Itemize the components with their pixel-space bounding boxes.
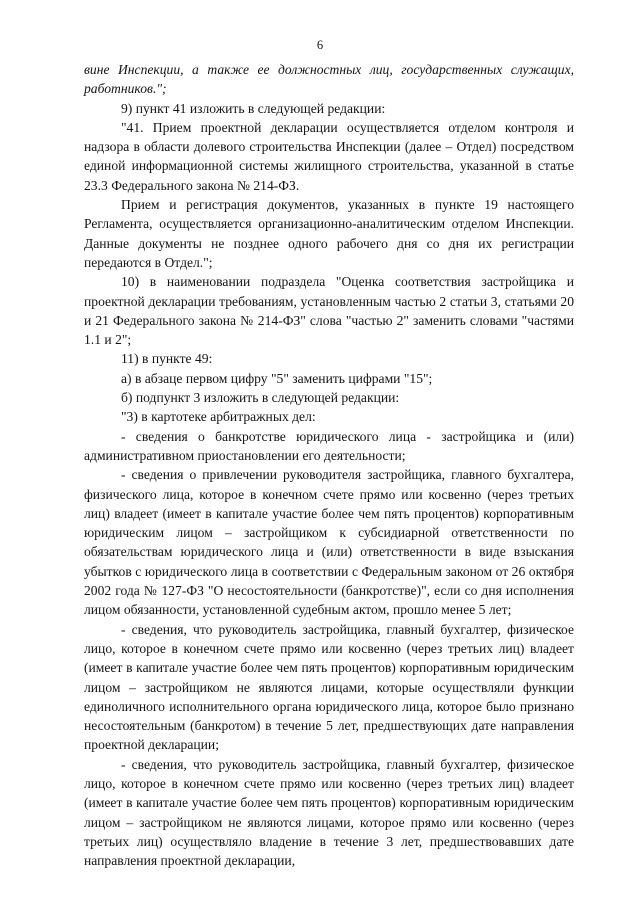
- paragraph-registration: Прием и регистрация документов, указанных в пункте 19 настоящего Регламента, осуществляется организационно-аналитическим отделом Инспекции. Данные документы не позднее одного рабочего дня со дня их регистрации передаются в Отдел.";: [84, 197, 574, 270]
- paragraph-subitem-b: б) подпункт 3 изложить в следующей редакции:: [121, 390, 400, 406]
- paragraph-item-11: 11) в пункте 49:: [121, 351, 213, 367]
- paragraph-executive-info: - сведения, что руководитель застройщика, главный бухгалтер, физическое лицо, которое в конечном счете прямо или косвенно (через третьих лиц) владеет (имеет в капитале участие более чем пять процентов) корпоративным юридическим лицом – застройщиком не являются лицами, которые осуществляли функции единоличного исполнительного органа юридического лица, которое было признано несостоятельным (банкротом) в течение 5 лет, предшествующих дате направления проектной декларации;: [84, 621, 574, 753]
- paragraph-subitem-a: а) в абзаце первом цифру "5" заменить цифрами "15";: [121, 370, 433, 386]
- paragraph-item-9: 9) пункт 41 изложить в следующей редакции:: [121, 100, 386, 116]
- paragraph-continuation: вине Инспекции, а также ее должностных лиц, государственных служащих, работников.";: [84, 62, 574, 97]
- paragraph-point-41: "41. Прием проектной декларации осуществляется отделом контроля и надзора в области долевого строительства Инспекции (далее – Отдел) посредством единой информационной системы жилищного строительства, указанной в статье 23.3 Федерального закона № 214-ФЗ.: [84, 119, 574, 193]
- paragraph-subpoint-3: "3) в картотеке арбитражных дел:: [121, 409, 316, 425]
- page-number: 6: [316, 38, 324, 52]
- paragraph-item-10: 10) в наименовании подраздела "Оценка соответствия застройщика и проектной декларации требованиям, установленным частью 2 статьи 3, статьями 20 и 21 Федерального закона № 214-ФЗ" слова "частью 2" заменить словами "частями 1.1 и 2";: [84, 274, 574, 348]
- document-body: [84, 60, 574, 870]
- paragraph-ownership-info: - сведения, что руководитель застройщика, главный бухгалтер, физическое лицо, которое в конечном счете прямо или косвенно (через третьих лиц) владеет (имеет в капитале участие более чем пять процентов) корпоративным юридическим лицом – застройщиком не являются лицами, которое прямо или косвенно (через третьих лиц) осуществляло владение в течение 3 лет, предшествовавших дате направления проектной декларации,: [84, 756, 574, 869]
- paragraph-bankruptcy-info: - сведения о банкротстве юридического лица - застройщика и (или) административном приостановлении его деятельности;: [84, 428, 574, 463]
- paragraph-liability-info: - сведения о привлечении руководителя застройщика, главного бухгалтера, физического лица, которое в конечном счете прямо или косвенно (через третьих лиц) владеет (имеет в капитале участие более чем пять процентов) корпоративным юридическим лицом – застройщиком к субсидиарной ответственности по обязательствам юридического лица и (или) ответственности в виде взыскания убытков с юридического лица в соответствии с Федеральным законом от 26 октября 2002 года № 127-ФЗ "О несостоятельности (банкротстве)", если со дня исполнения лицом обязанности, установленной судебным актом, прошло менее 5 лет;: [84, 467, 574, 618]
